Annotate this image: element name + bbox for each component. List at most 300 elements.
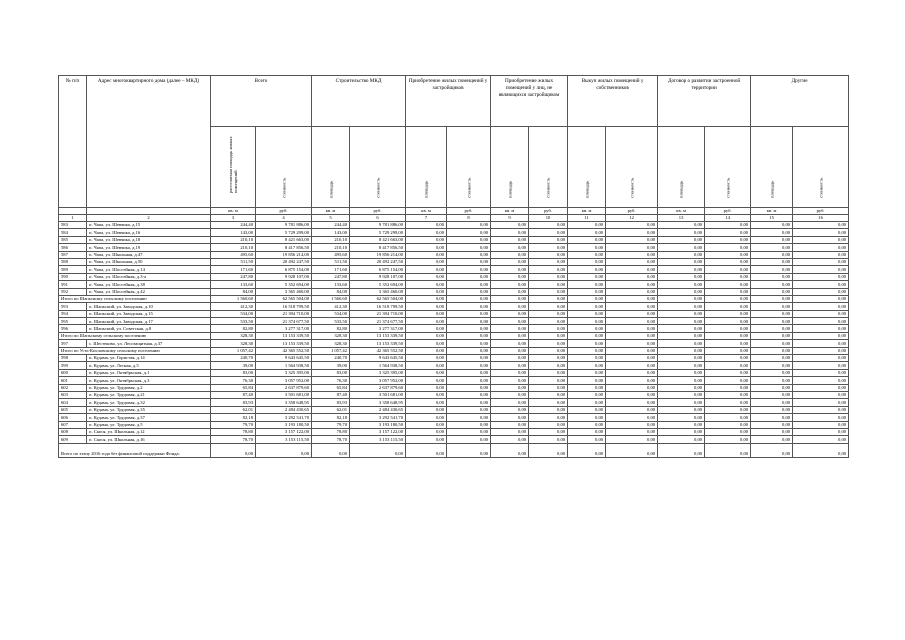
- header-row-units: [59, 208, 849, 215]
- grand-total-value: 0,00: [529, 443, 568, 457]
- row-number: 587: [59, 251, 87, 258]
- row-value: 0,00: [406, 303, 447, 310]
- row-value: 0,00: [793, 421, 849, 428]
- row-value: 19 856 214,00: [350, 251, 406, 258]
- row-value: 0,00: [568, 436, 606, 443]
- row-value: 0,00: [705, 236, 751, 243]
- row-value: 0,00: [606, 436, 658, 443]
- row-value: 0,00: [568, 251, 606, 258]
- grand-total-value: 0,00: [658, 443, 705, 457]
- row-value: 0,00: [406, 399, 447, 406]
- row-value: 0,00: [705, 347, 751, 354]
- row-value: 0,00: [606, 332, 658, 339]
- table-row: [59, 318, 849, 325]
- row-value: 0,00: [705, 303, 751, 310]
- row-value: 83,00: [312, 369, 350, 376]
- row-value: 76,30: [312, 377, 350, 384]
- row-value: 76,30: [211, 377, 256, 384]
- row-value: 0,00: [568, 332, 606, 339]
- row-value: 495,60: [211, 251, 256, 258]
- subtotal-row: [59, 347, 849, 354]
- row-value: 511,50: [312, 258, 350, 265]
- header-subcolumn-label: стоимость: [281, 177, 286, 198]
- row-value: 0,00: [568, 428, 606, 435]
- row-value: 8 417 856,50: [350, 244, 406, 251]
- row-value: 0,00: [406, 428, 447, 435]
- row-value: 0,00: [529, 399, 568, 406]
- header-subcolumn: [350, 127, 406, 208]
- row-value: 0,00: [751, 399, 793, 406]
- table-row: [59, 236, 849, 243]
- row-value: 21 394 710,00: [350, 310, 406, 317]
- table-row: [59, 355, 849, 362]
- row-value: 3 365 460,00: [256, 288, 312, 295]
- row-address: п. Скося, ул. Школьная, д.16: [87, 436, 211, 443]
- row-value: 0,00: [406, 355, 447, 362]
- row-value: 247,80: [312, 273, 350, 280]
- table-row: [59, 421, 849, 428]
- row-value: 83,00: [211, 369, 256, 376]
- row-value: 133,60: [312, 281, 350, 288]
- row-value: 0,00: [705, 406, 751, 413]
- row-value: 3 157 122,00: [350, 428, 406, 435]
- row-value: 0,00: [751, 258, 793, 265]
- header-subcolumn: [751, 127, 793, 208]
- table-row: [59, 362, 849, 369]
- row-value: 42 365 552,50: [350, 347, 406, 354]
- row-value: 0,00: [658, 318, 705, 325]
- row-value: 21 374 677,50: [350, 318, 406, 325]
- row-value: 0,00: [606, 362, 658, 369]
- row-value: 0,00: [606, 406, 658, 413]
- header-subcolumn: [491, 127, 529, 208]
- row-value: 0,00: [705, 377, 751, 384]
- row-value: 0,00: [568, 325, 606, 332]
- row-value: 0,00: [568, 288, 606, 295]
- row-value: 0,00: [658, 310, 705, 317]
- row-value: 6 875 154,00: [350, 266, 406, 273]
- row-value: 0,00: [568, 266, 606, 273]
- row-value: 0,00: [606, 369, 658, 376]
- row-address: п. Шапьский, ул. Заводская, д.10: [87, 303, 211, 310]
- header-subcolumn: [705, 127, 751, 208]
- row-value: 0,00: [406, 310, 447, 317]
- row-value: 3 057 952,00: [350, 377, 406, 384]
- resettlement-table-sheet: [58, 75, 848, 458]
- row-value: 79,70: [211, 421, 256, 428]
- row-value: 0,00: [751, 281, 793, 288]
- row-value: 0,00: [658, 281, 705, 288]
- row-value: 0,00: [793, 377, 849, 384]
- row-value: 0,00: [529, 391, 568, 398]
- row-value: 0,00: [568, 347, 606, 354]
- row-value: 0,00: [529, 281, 568, 288]
- row-value: 0,00: [793, 273, 849, 280]
- row-value: 0,00: [491, 362, 529, 369]
- row-address: п. Чапа, ул. Шевчика, д.19: [87, 244, 211, 251]
- row-value: 0,00: [793, 295, 849, 302]
- row-value: 412,30: [211, 303, 256, 310]
- row-value: 9 643 645,50: [350, 355, 406, 362]
- row-number: 609: [59, 436, 87, 443]
- header-subcolumn: [312, 127, 350, 208]
- header-subcolumn-label: площадь: [584, 180, 590, 198]
- row-value: 0,00: [751, 362, 793, 369]
- row-value: 0,00: [491, 369, 529, 376]
- table-row: [59, 340, 849, 347]
- row-value: 9 781 886,00: [256, 222, 312, 229]
- row-value: 0,00: [606, 244, 658, 251]
- row-value: 20 492 247,50: [350, 258, 406, 265]
- header-group-other: Другие: [751, 76, 849, 127]
- row-value: 0,00: [568, 362, 606, 369]
- row-value: 0,00: [606, 273, 658, 280]
- row-value: 82,80: [312, 325, 350, 332]
- row-value: 0,00: [658, 362, 705, 369]
- row-address: п. Чапа, ул. Шоссейная, д.14: [87, 266, 211, 273]
- row-value: 62 565 504,00: [350, 295, 406, 302]
- row-address: п. Кудама, ул. Трудовая, д.35: [87, 406, 211, 413]
- row-value: 0,00: [606, 421, 658, 428]
- row-value: 0,00: [606, 325, 658, 332]
- row-value: 0,00: [705, 340, 751, 347]
- row-value: 0,00: [606, 310, 658, 317]
- row-value: 0,00: [705, 251, 751, 258]
- row-value: 0,00: [751, 384, 793, 391]
- row-value: 0,00: [491, 414, 529, 421]
- row-value: 0,00: [658, 436, 705, 443]
- row-value: 0,00: [793, 251, 849, 258]
- row-value: 3 365 460,00: [350, 288, 406, 295]
- table-row: [59, 266, 849, 273]
- row-value: 0,00: [406, 244, 447, 251]
- row-value: 171,60: [211, 266, 256, 273]
- grand-total-label: Всего по этапу 2016 года без финансовой поддержки Фонда:: [59, 443, 211, 457]
- row-value: 0,00: [529, 229, 568, 236]
- header-subcolumn-label: стоимость: [629, 177, 635, 198]
- table-row: [59, 436, 849, 443]
- row-value: 240,70: [211, 355, 256, 362]
- row-value: 0,00: [529, 251, 568, 258]
- unit-cell: руб.: [606, 208, 658, 215]
- row-value: 0,00: [406, 384, 447, 391]
- row-value: 0,00: [705, 421, 751, 428]
- row-value: 0,00: [606, 340, 658, 347]
- row-value: 0,00: [529, 384, 568, 391]
- row-value: 0,00: [568, 229, 606, 236]
- row-value: 0,00: [447, 266, 491, 273]
- table-row: [59, 222, 849, 229]
- table-row: [59, 273, 849, 280]
- row-value: 0,00: [406, 362, 447, 369]
- row-value: 3 193 180,50: [350, 421, 406, 428]
- table-row: [59, 428, 849, 435]
- row-value: 0,00: [658, 391, 705, 398]
- row-value: 13 153 339,50: [256, 340, 312, 347]
- row-value: 0,00: [406, 332, 447, 339]
- row-value: 87,40: [211, 391, 256, 398]
- row-value: 1 057,42: [312, 347, 350, 354]
- row-value: 0,00: [447, 399, 491, 406]
- row-value: 0,00: [406, 258, 447, 265]
- row-value: 0,00: [751, 391, 793, 398]
- row-value: 533,50: [211, 318, 256, 325]
- row-value: 2 637 879,60: [350, 384, 406, 391]
- row-value: 0,00: [606, 251, 658, 258]
- row-value: 62,01: [211, 406, 256, 413]
- column-number: 7: [406, 215, 447, 222]
- row-value: 0,00: [793, 369, 849, 376]
- row-value: 3 292 541,70: [256, 414, 312, 421]
- row-value: 0,00: [406, 421, 447, 428]
- row-value: 2 484 430,65: [256, 406, 312, 413]
- grand-total-value: 0,00: [406, 443, 447, 457]
- row-value: 21 394 710,00: [256, 310, 312, 317]
- row-value: 0,00: [793, 428, 849, 435]
- row-value: 0,00: [705, 414, 751, 421]
- row-value: 0,00: [606, 295, 658, 302]
- row-number: 584: [59, 229, 87, 236]
- row-value: 0,00: [529, 236, 568, 243]
- table-row: [59, 310, 849, 317]
- row-value: 0,00: [793, 310, 849, 317]
- row-value: 0,00: [491, 310, 529, 317]
- row-value: 0,00: [491, 229, 529, 236]
- row-address: п. Кудама, ул. Трудовая, д.21: [87, 391, 211, 398]
- row-value: 0,00: [751, 244, 793, 251]
- row-value: 210,10: [312, 236, 350, 243]
- row-value: 328,30: [312, 340, 350, 347]
- row-value: 0,00: [568, 295, 606, 302]
- row-value: 0,00: [568, 414, 606, 421]
- row-value: 0,00: [751, 421, 793, 428]
- row-value: 0,00: [447, 332, 491, 339]
- row-value: 0,00: [447, 273, 491, 280]
- row-value: 0,00: [491, 340, 529, 347]
- row-value: 171,60: [312, 266, 350, 273]
- row-value: 0,00: [529, 347, 568, 354]
- row-value: 3 157 122,00: [256, 428, 312, 435]
- row-value: 0,00: [658, 414, 705, 421]
- row-value: 0,00: [529, 303, 568, 310]
- header-group-territory: Договор о развитии застроенной территории: [658, 76, 751, 127]
- row-value: 0,00: [705, 258, 751, 265]
- row-value: 0,00: [606, 399, 658, 406]
- row-address: п. Чапа, ул. Шевчика, д.15: [87, 222, 211, 229]
- row-value: 0,00: [658, 369, 705, 376]
- row-value: 0,00: [491, 428, 529, 435]
- row-value: 0,00: [447, 369, 491, 376]
- row-value: 83,93: [312, 399, 350, 406]
- row-value: 0,00: [606, 377, 658, 384]
- row-address: п. Шапьский, ул. Советская, д.8: [87, 325, 211, 332]
- subtotal-label: Итого по Шапьсиому сельскому поселению: [59, 295, 211, 302]
- header-subcolumn-label: расселяемая площадь жилых помещений: [228, 136, 238, 193]
- row-value: 0,00: [705, 362, 751, 369]
- row-value: 0,00: [406, 406, 447, 413]
- row-value: 0,00: [447, 325, 491, 332]
- row-address: п. Кудама, ул. Трудовая, д.5: [87, 421, 211, 428]
- row-value: 0,00: [406, 318, 447, 325]
- row-value: 0,00: [705, 295, 751, 302]
- row-number: 605: [59, 406, 87, 413]
- row-value: 6 875 154,00: [256, 266, 312, 273]
- row-value: 0,00: [529, 436, 568, 443]
- row-value: 0,00: [658, 236, 705, 243]
- row-value: 0,00: [406, 369, 447, 376]
- row-value: 9 643 645,50: [256, 355, 312, 362]
- row-value: 0,00: [705, 229, 751, 236]
- row-value: 65,84: [211, 384, 256, 391]
- row-value: 0,00: [705, 399, 751, 406]
- unit-cell: руб.: [256, 208, 312, 215]
- column-number: 4: [256, 215, 312, 222]
- row-address: п. Кудама, ул. Трудовая, д.32: [87, 399, 211, 406]
- row-address: п. Кудама, ул. Трудовая, д.37: [87, 414, 211, 421]
- row-value: 0,00: [529, 421, 568, 428]
- row-value: 0,00: [529, 355, 568, 362]
- row-value: 0,00: [705, 222, 751, 229]
- row-address: п. Чапа, ул. Шоссейная, д.3-а: [87, 273, 211, 280]
- table-row: [59, 391, 849, 398]
- row-value: 0,00: [529, 406, 568, 413]
- row-value: 495,60: [312, 251, 350, 258]
- row-value: 0,00: [491, 303, 529, 310]
- row-value: 0,00: [658, 428, 705, 435]
- row-number: 597: [59, 340, 87, 347]
- row-value: 0,00: [705, 325, 751, 332]
- header-subcolumn: [256, 127, 312, 208]
- row-value: 0,00: [606, 229, 658, 236]
- row-value: 0,00: [529, 362, 568, 369]
- row-value: 0,00: [491, 288, 529, 295]
- row-value: 0,00: [447, 222, 491, 229]
- row-value: 0,00: [491, 251, 529, 258]
- column-number: 3: [211, 215, 256, 222]
- row-value: 1 560,60: [312, 295, 350, 302]
- row-value: 0,00: [491, 406, 529, 413]
- row-value: 0,00: [447, 288, 491, 295]
- row-value: 0,00: [658, 244, 705, 251]
- row-value: 0,00: [447, 384, 491, 391]
- row-value: 0,00: [658, 273, 705, 280]
- row-value: 244,40: [211, 222, 256, 229]
- row-value: 0,00: [793, 355, 849, 362]
- row-address: п. Скося, ул. Школьная, д.12: [87, 428, 211, 435]
- row-value: 412,30: [312, 303, 350, 310]
- row-value: 0,00: [491, 295, 529, 302]
- row-value: 143,00: [211, 229, 256, 236]
- row-value: 0,00: [793, 244, 849, 251]
- row-address: п. Кудама, ул. Трудовая, д.2: [87, 384, 211, 391]
- row-value: 0,00: [491, 273, 529, 280]
- table-row: [59, 414, 849, 421]
- header-subcolumn-label: стоимость: [545, 177, 551, 198]
- row-value: 0,00: [447, 258, 491, 265]
- row-value: 0,00: [751, 347, 793, 354]
- subtotal-row: [59, 295, 849, 302]
- unit-cell: кв. м: [751, 208, 793, 215]
- row-value: 0,00: [568, 303, 606, 310]
- row-value: 78,70: [211, 436, 256, 443]
- row-value: 0,00: [447, 340, 491, 347]
- row-value: 0,00: [406, 266, 447, 273]
- row-number: 604: [59, 399, 87, 406]
- row-value: 0,00: [606, 391, 658, 398]
- row-value: 0,00: [568, 355, 606, 362]
- row-value: 0,00: [529, 377, 568, 384]
- header-subcolumn: [529, 127, 568, 208]
- row-value: 0,00: [658, 295, 705, 302]
- row-address: п. Чапа, ул. Шоссейная, д.42: [87, 288, 211, 295]
- grand-total-row: [59, 443, 849, 457]
- column-number: 1: [59, 215, 87, 222]
- header-group-construction: Строительство МКД: [312, 76, 406, 127]
- row-value: 0,00: [658, 377, 705, 384]
- row-value: 0,00: [658, 288, 705, 295]
- row-value: 3 057 952,00: [256, 377, 312, 384]
- column-number: 12: [606, 215, 658, 222]
- row-value: 0,00: [705, 428, 751, 435]
- row-value: 0,00: [568, 391, 606, 398]
- row-value: 0,00: [406, 295, 447, 302]
- row-value: 0,00: [406, 222, 447, 229]
- row-value: 0,00: [491, 325, 529, 332]
- unit-cell: кв. м: [406, 208, 447, 215]
- row-value: 0,00: [751, 377, 793, 384]
- row-value: 0,00: [568, 421, 606, 428]
- header-subcolumn-label: стоимость: [725, 177, 731, 198]
- row-number: 603: [59, 391, 87, 398]
- row-number: 607: [59, 421, 87, 428]
- row-value: 0,00: [751, 340, 793, 347]
- row-value: 0,00: [793, 222, 849, 229]
- row-number: 601: [59, 377, 87, 384]
- row-value: 0,00: [447, 318, 491, 325]
- row-value: 328,30: [211, 340, 256, 347]
- header-subcolumn-label: площадь: [678, 180, 684, 198]
- row-number: 596: [59, 325, 87, 332]
- row-value: 0,00: [406, 391, 447, 398]
- row-value: 0,00: [793, 340, 849, 347]
- row-value: 0,00: [447, 436, 491, 443]
- row-value: 0,00: [568, 310, 606, 317]
- grand-total-value: 0,00: [705, 443, 751, 457]
- row-value: 0,00: [751, 273, 793, 280]
- row-value: 78,70: [312, 436, 350, 443]
- row-value: 0,00: [751, 288, 793, 295]
- row-value: 0,00: [406, 288, 447, 295]
- row-value: 0,00: [751, 325, 793, 332]
- row-value: 210,10: [312, 244, 350, 251]
- row-value: 0,00: [529, 244, 568, 251]
- row-number: 586: [59, 244, 87, 251]
- row-value: 0,00: [751, 303, 793, 310]
- row-value: 20 492 247,50: [256, 258, 312, 265]
- unit-cell: кв. м: [568, 208, 606, 215]
- row-value: 0,00: [658, 258, 705, 265]
- row-value: 82,18: [312, 414, 350, 421]
- row-value: 0,00: [658, 347, 705, 354]
- header-subcolumn: [568, 127, 606, 208]
- row-number: 608: [59, 428, 87, 435]
- column-number: 11: [568, 215, 606, 222]
- column-number: 15: [751, 215, 793, 222]
- row-value: 0,00: [705, 244, 751, 251]
- row-number: 593: [59, 303, 87, 310]
- row-value: 1 564 938,50: [256, 362, 312, 369]
- row-value: 0,00: [606, 258, 658, 265]
